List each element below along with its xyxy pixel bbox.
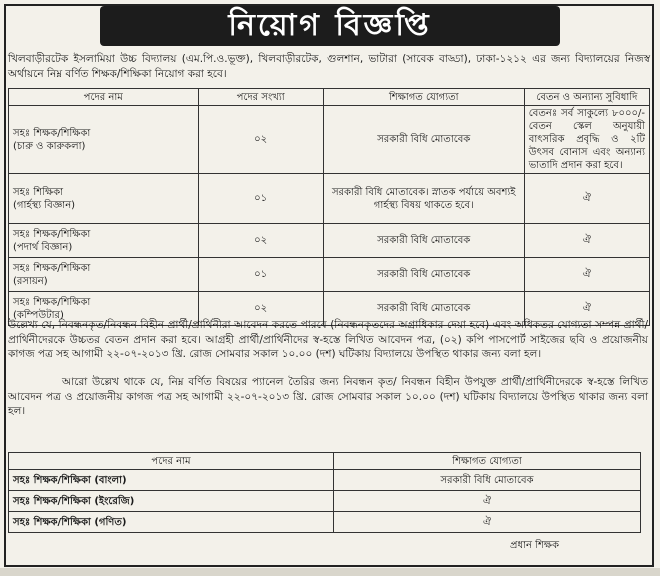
header-qualification: শিক্ষাগত যোগ্যতা <box>334 453 641 470</box>
table-row <box>9 512 641 533</box>
note-paragraph: উল্লেখ্য যে, নিবন্ধনকৃত/নিবন্ধন বিহীন প্রার্থী/প্রার্থিনীরা আবেদন করতে পারবে (নিবন্ধনকৃতদের অগ্রাধিকার দেয়া হবে) এবং অধিকতর যোগ্যতা সম্পন্ন প্রার্থী/প্রার্থিনীদেরকে উচ্চতর বেতন প্রদান করা হবে। আগ্রহী প্রার্থী/প্রার্থিনীদের স্ব-হস্তে লিখিত আবেদন পত্র, (০২) কপি পাসপোর্ট সাইজের ছবি ও প্রয়োজনীয় কাগজ পত্র সহ আগামী ২২-০৭-২০১৩ খ্রি. রোজ সোমবার সকাল ১০.০০ (দশ) ঘটিকায় বিদ্যালয়ে উপস্থিত থাকার জন্য বলা হল। <box>8 319 648 360</box>
post-cell <box>9 106 199 174</box>
post-subject: (কম্পিউটার) <box>13 309 64 321</box>
salary-cell: ঐ <box>524 292 649 326</box>
panel-paragraph: আরো উল্লেখ থাকে যে, নিম্ন বর্ণিত বিষয়ের প্যানেল তৈরির জন্য নিবন্ধন কৃত/ নিবন্ধন বিহীন উপযুক্ত প্রার্থী/প্রার্থিনীদেরকে স্ব-হস্তে লিখিত আবেদন পত্র ও প্রয়োজনীয় কাগজ পত্র সহ আগামী ২২-০৭-২০১৩ খ্রি. রোজ সোমবার সকাল ১০.০০ (দশ) ঘটিকায় বিদ্যালয়ে উপস্থিত থাকার জন্য বলা হল। <box>8 376 648 417</box>
post-subject: (চারু ও কারুকলা) <box>13 140 86 152</box>
qualification-cell: ঐ <box>334 491 641 512</box>
post-cell <box>9 174 199 224</box>
signature-label: প্রধান শিক্ষক <box>510 540 559 551</box>
post-cell: সহঃ শিক্ষক/শিক্ষিকা (ইংরেজি) <box>9 491 334 512</box>
header-count: পদের সংখ্যা <box>198 89 323 106</box>
count-cell: ০২ <box>198 292 323 326</box>
vacancy-table-header <box>9 89 650 106</box>
salary-cell: ঐ <box>524 174 649 224</box>
qualification-cell: সরকারী বিধি মোতাবেক <box>323 106 524 174</box>
post-subject: (পদার্থ বিজ্ঞান) <box>13 241 73 253</box>
salary-cell: ঐ <box>524 224 649 258</box>
post-name: সহঃ শিক্ষিকা <box>13 186 64 198</box>
post-cell <box>9 224 199 258</box>
panel-table-header <box>9 453 641 470</box>
header-post: পদের নাম <box>9 453 334 470</box>
qualification-cell: সরকারী বিধি মোতাবেক <box>323 224 524 258</box>
notice-title: নিয়োগ বিজ্ঞপ্তি <box>228 7 432 43</box>
qualification-cell: সরকারী বিধি মোতাবেক <box>323 258 524 292</box>
post-subject: (রসায়ন) <box>13 275 48 287</box>
post-name: সহঃ শিক্ষক/শিক্ষিকা <box>13 262 91 274</box>
qualification-cell: সরকারী বিধি মোতাবেক <box>323 292 524 326</box>
title-banner <box>100 6 560 46</box>
table-row <box>9 258 650 292</box>
count-cell: ০১ <box>198 174 323 224</box>
qualification-cell: সরকারী বিধি মোতাবেক <box>334 470 641 491</box>
qualification-cell: সরকারী বিধি মোতাবেক। স্নাতক পর্যায়ে অবশ্যই গার্হস্থ্য বিষয় থাকতে হবে। <box>323 174 524 224</box>
post-name: সহঃ শিক্ষক/শিক্ষিকা <box>13 296 91 308</box>
salary-cell: ঐ <box>524 258 649 292</box>
post-name: সহঃ শিক্ষক/শিক্ষিকা <box>13 228 91 240</box>
post-name: সহঃ শিক্ষক/শিক্ষিকা <box>13 127 91 139</box>
post-cell: সহঃ শিক্ষক/শিক্ষিকা (বাংলা) <box>9 470 334 491</box>
salary-cell: বেতনঃ সর্ব সাকুল্যে ৮০০০/- বেতন স্কেল অনুযায়ী বাৎসরিক প্রবৃদ্ধি ও ২টি উৎসব বোনাস এবং অন্যান্য ভাতাদি প্রদান করা হবে। <box>524 106 649 174</box>
table-row <box>9 106 650 174</box>
vacancy-table <box>8 88 650 326</box>
table-row <box>9 174 650 224</box>
header-qualification: শিক্ষাগত যোগ্যতা <box>323 89 524 106</box>
table-row <box>9 470 641 491</box>
bottom-strip <box>0 568 660 576</box>
panel-table <box>8 452 641 533</box>
count-cell: ০২ <box>198 106 323 174</box>
qualification-cell: ঐ <box>334 512 641 533</box>
table-row <box>9 224 650 258</box>
post-cell: সহঃ শিক্ষক/শিক্ষিকা (গণিত) <box>9 512 334 533</box>
header-salary: বেতন ও অন্যান্য সুবিধাদি <box>524 89 649 106</box>
table-row <box>9 491 641 512</box>
post-subject: (গার্হস্থ্য বিজ্ঞান) <box>13 199 76 211</box>
intro-text: খিলবাড়ীরটেক ইসলামিয়া উচ্চ বিদ্যালয় (এম.পি.ও.ভূক্ত), খিলবাড়ীরটেক, গুলশান, ভাটারা (সাবেক বাড্ডা), ঢাকা-১২১২ এর জন্য বিদ্যালয়ের নিজস্ব অর্থায়নে নিম্ন বর্ণিত শিক্ষক/শিক্ষিকা নিয়োগ করা হবে। <box>8 53 650 80</box>
header-post: পদের নাম <box>9 89 199 106</box>
count-cell: ০১ <box>198 258 323 292</box>
count-cell: ০২ <box>198 224 323 258</box>
post-cell <box>9 258 199 292</box>
